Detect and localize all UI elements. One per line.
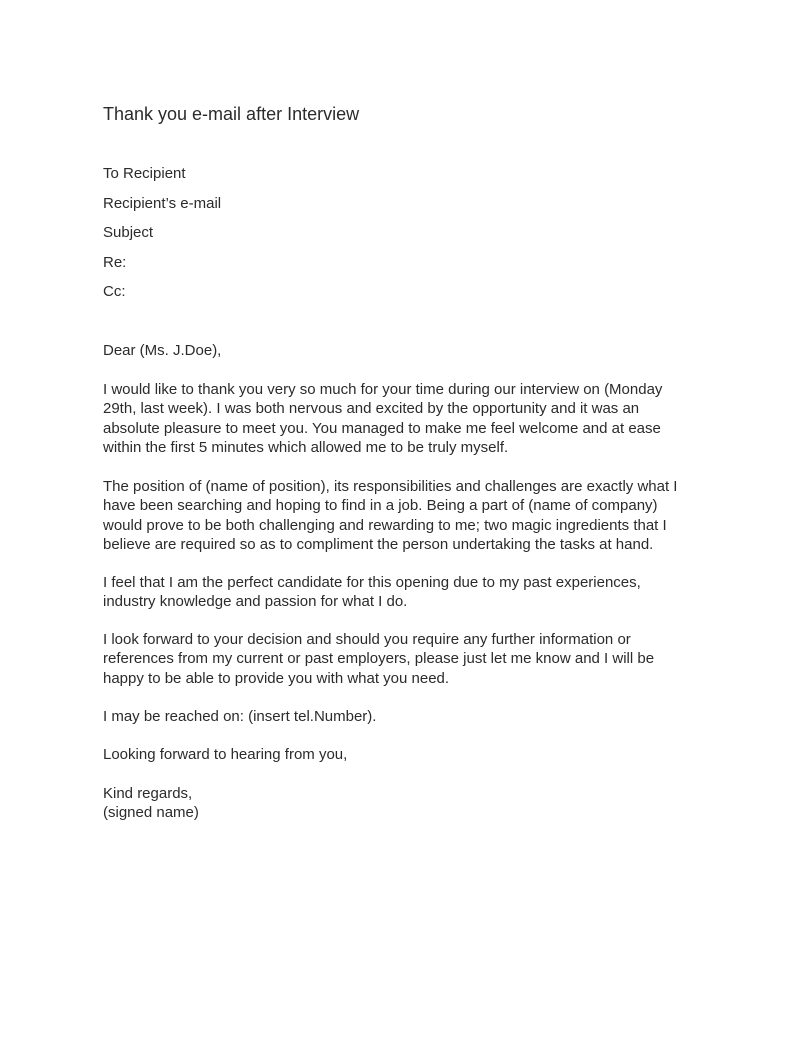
paragraph-line: I would like to thank you very so much for your time during our interview on (Monday	[103, 381, 663, 398]
re-field: Re:	[103, 254, 127, 271]
contact-line: I may be reached on: (insert tel.Number).	[103, 708, 377, 725]
cc-field: Cc:	[103, 283, 126, 300]
subject-field: Subject	[103, 224, 154, 241]
closing-line: Looking forward to hearing from you,	[103, 746, 348, 763]
paragraph-line: The position of (name of position), its responsibilities and challenges are exactly what I	[103, 478, 678, 495]
signed-name: (signed name)	[103, 804, 199, 822]
paragraph-line: would prove to be both challenging and rewarding to me; two magic ingredients that I	[103, 516, 667, 534]
paragraph-decision	[103, 630, 713, 688]
paragraph-line: believe are required so as to compliment the person undertaking the tasks at hand.	[103, 535, 654, 553]
paragraph-candidate	[103, 573, 713, 612]
paragraph-line: within the first 5 minutes which allowed me to be truly myself.	[103, 438, 509, 456]
paragraph-line: references from my current or past employers, please just let me know and I will be	[103, 650, 655, 668]
paragraph-position	[103, 477, 713, 554]
paragraph-line: industry knowledge and passion for what I do.	[103, 593, 408, 611]
paragraph-thanks	[103, 380, 713, 457]
paragraph-line: I look forward to your decision and should you require any further information or	[103, 631, 631, 648]
paragraph-line: happy to be able to provide you with what you need.	[103, 669, 450, 687]
paragraph-line: I feel that I am the perfect candidate for this opening due to my past experiences,	[103, 574, 641, 591]
paragraph-line: absolute pleasure to meet you. You managed to make me feel welcome and at ease	[103, 419, 661, 437]
document-title: Thank you e-mail after Interview	[103, 104, 360, 124]
recipient-email-field: Recipient’s e-mail	[103, 195, 222, 212]
signoff-greeting: Kind regards,	[103, 785, 193, 802]
paragraph-line: have been searching and hoping to find in a job. Being a part of (name of company)	[103, 497, 658, 515]
salutation: Dear (Ms. J.Doe),	[103, 342, 222, 359]
paragraph-line: 29th, last week). I was both nervous and excited by the opportunity and it was an	[103, 400, 640, 418]
to-recipient-field: To Recipient	[103, 165, 186, 182]
signoff	[103, 784, 713, 823]
